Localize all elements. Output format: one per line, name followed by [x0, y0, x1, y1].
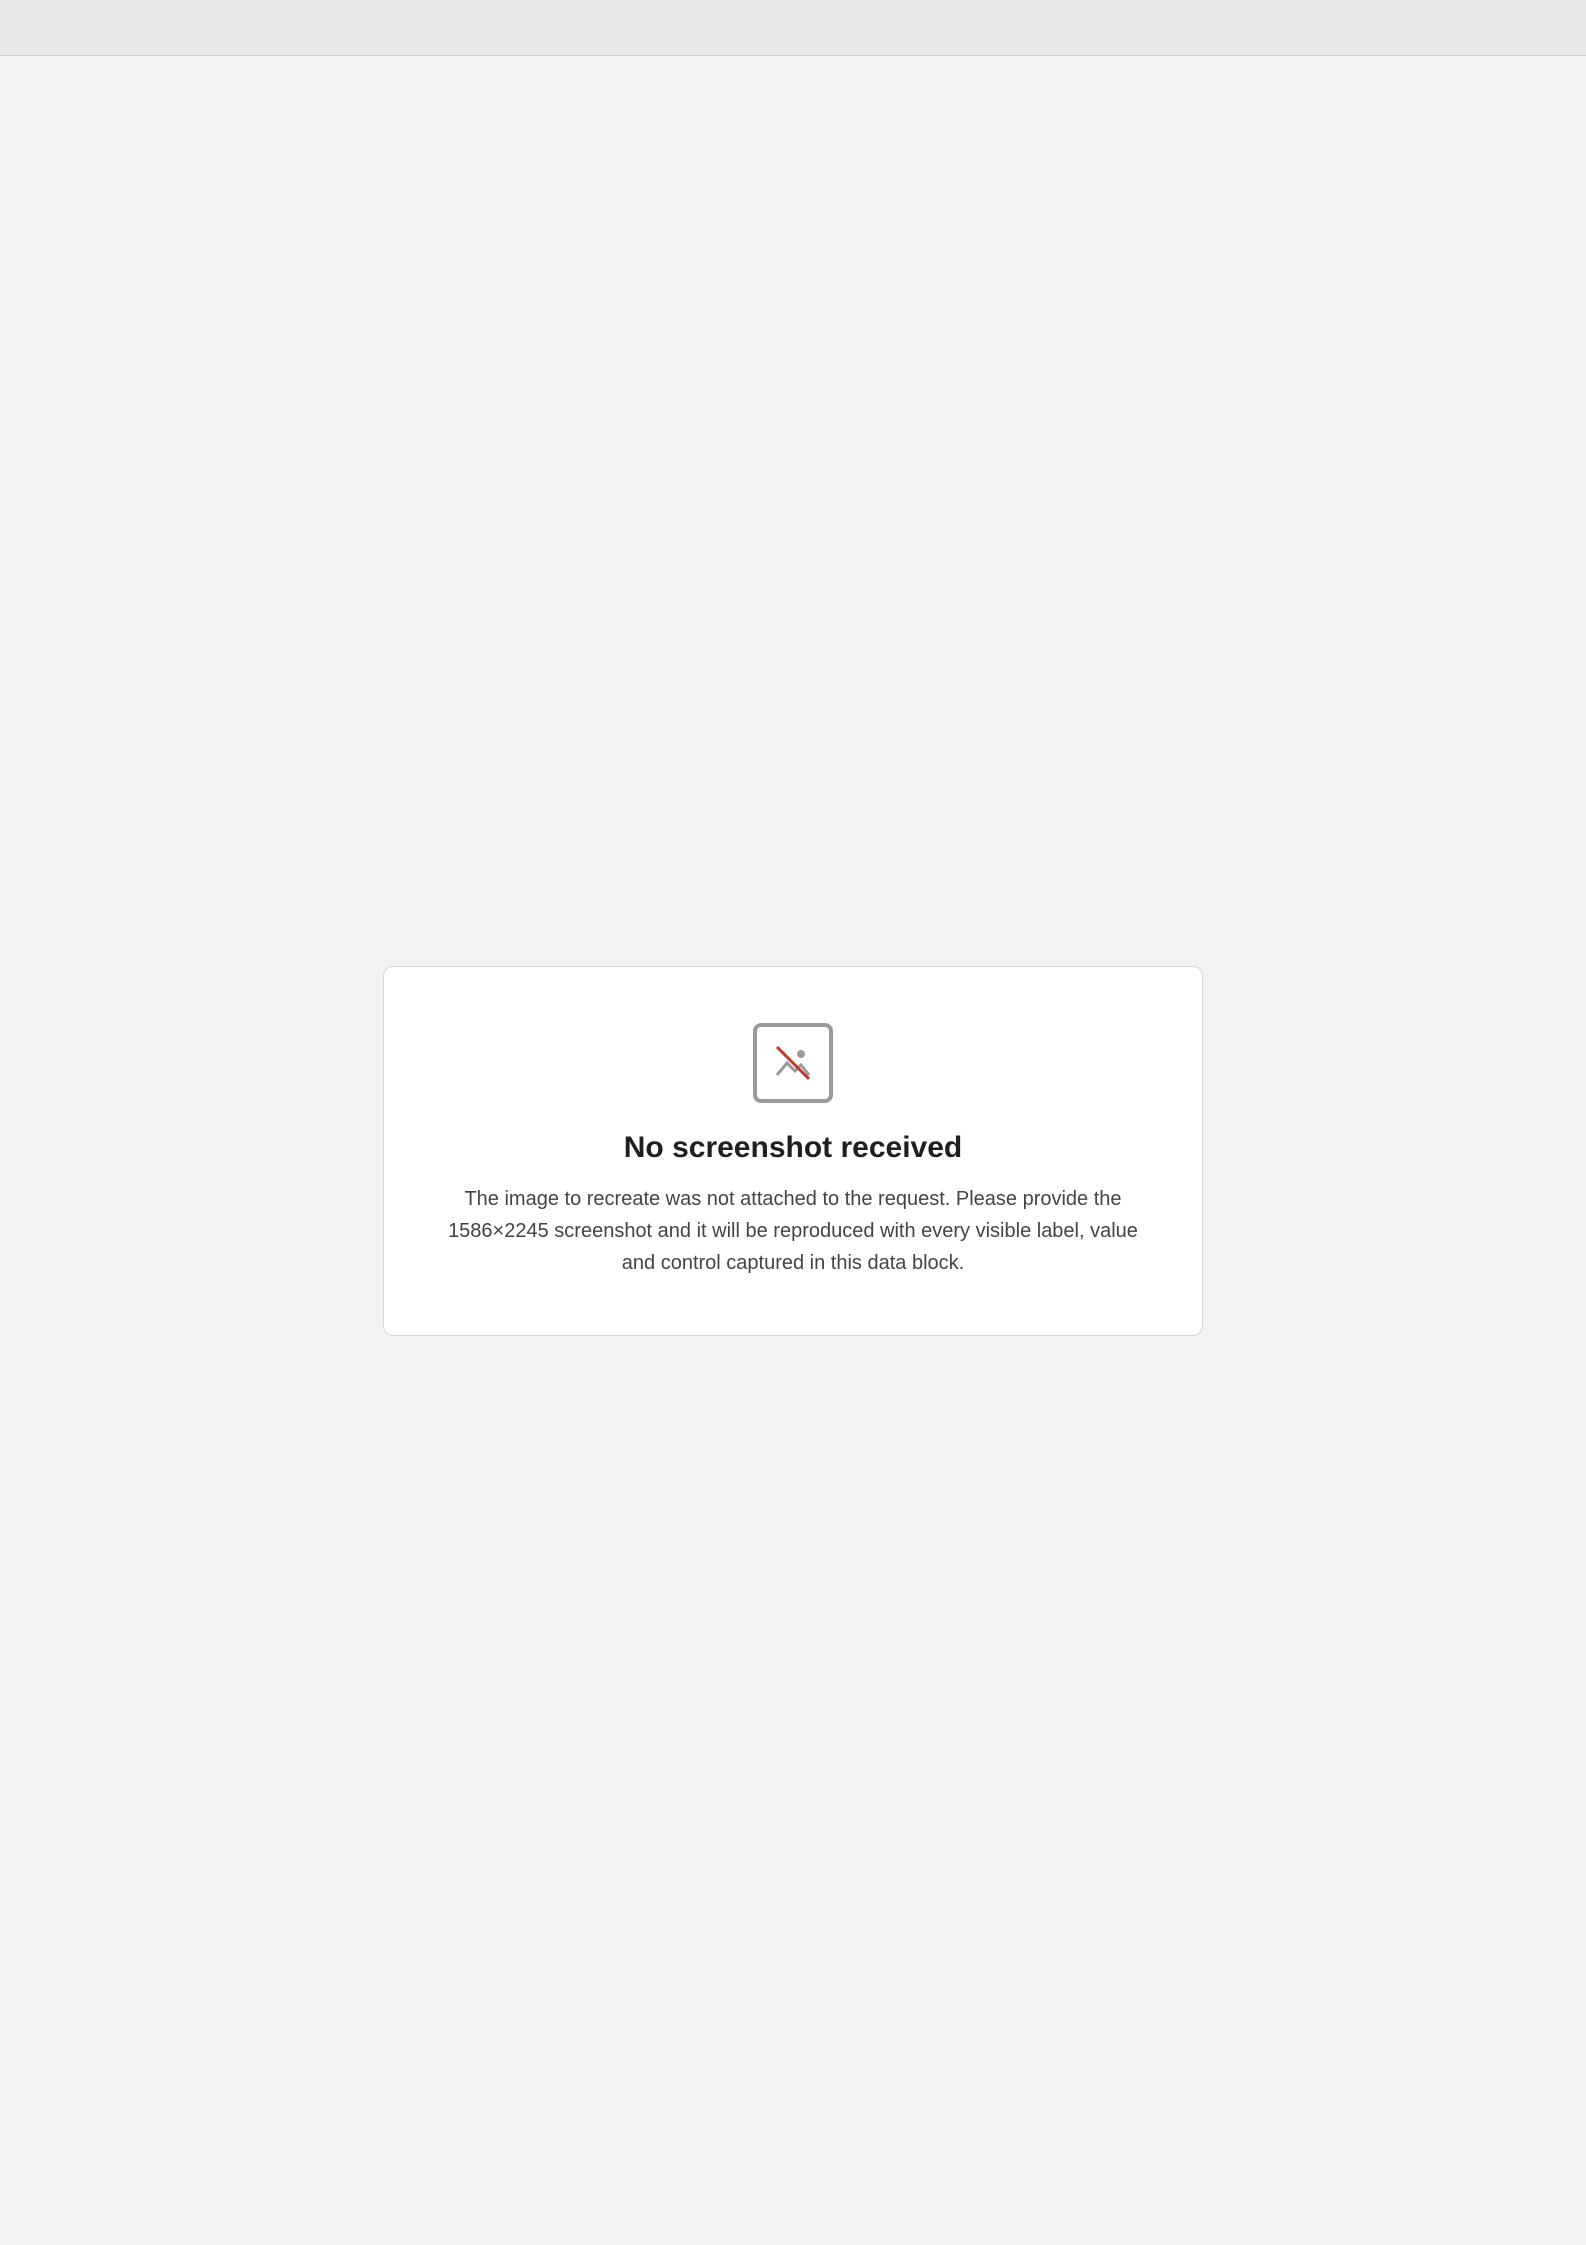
- image-missing-icon: [753, 1023, 833, 1103]
- title-bar: [0, 0, 1586, 56]
- main-content: [0, 56, 1586, 2245]
- notice-body: The image to recreate was not attached to the request. Please provide the 1586×2245 screenshot and it will be reproduced with every visible label, value and control captured in this data block.: [448, 1187, 1138, 1274]
- notice-heading: No screenshot received: [623, 1130, 963, 1164]
- missing-image-notice: [383, 966, 1203, 1336]
